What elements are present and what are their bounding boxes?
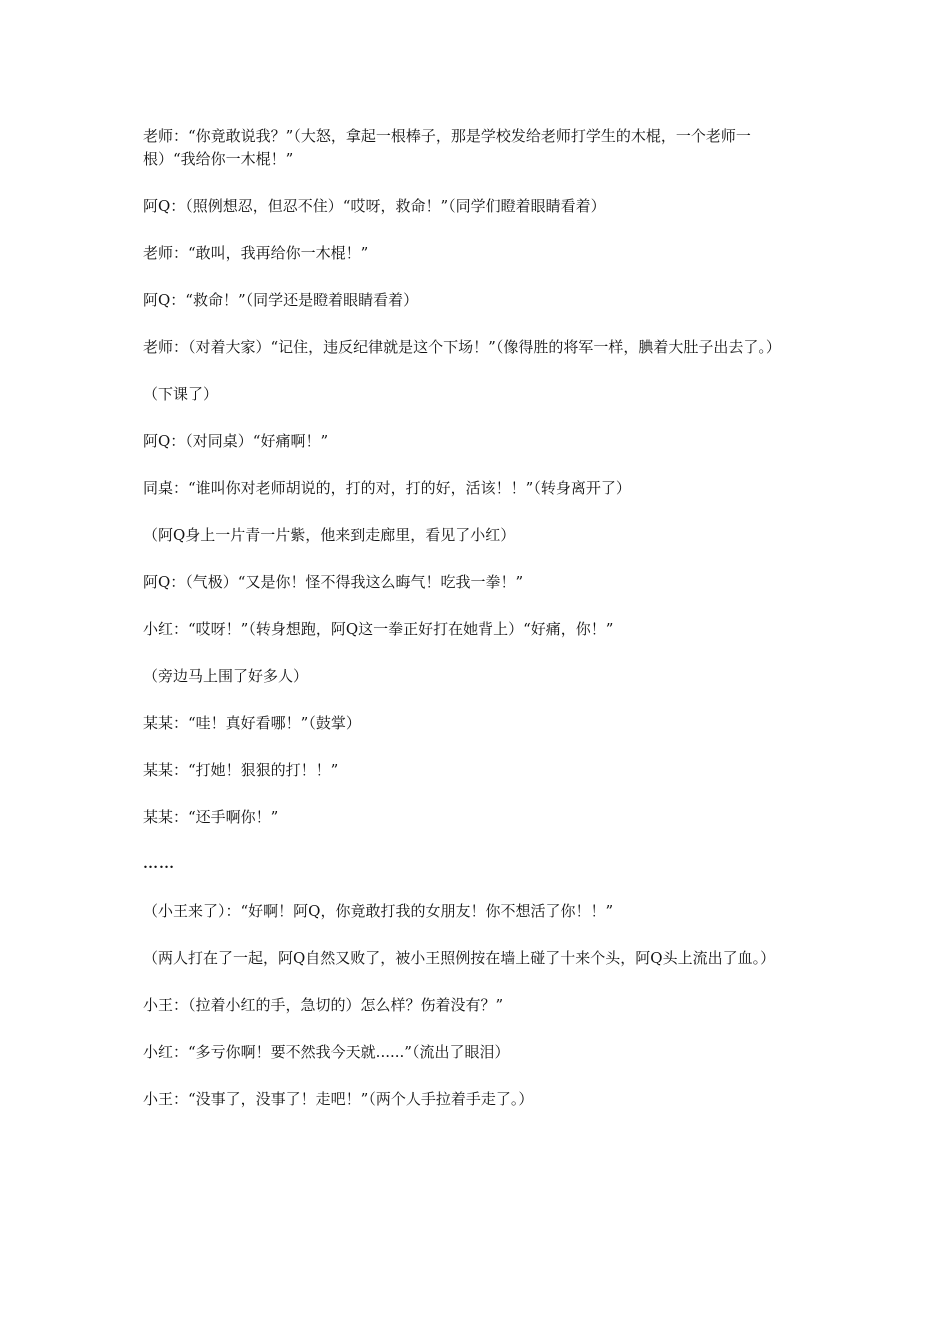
document-page	[143, 125, 803, 1135]
dialogue-line-teacher-2: 老师：“敢叫，我再给你一木棍！”	[143, 244, 369, 262]
dialogue-line-bystander-3: 某某：“还手啊你！”	[143, 808, 279, 826]
dialogue-line-deskmate: 同桌：“谁叫你对老师胡说的，打的对，打的好，活该！！”（转身离开了）	[143, 479, 631, 497]
dialogue-line-xiaohong-1: 小红：“哎呀！”（转身想跑，阿Q这一拳正好打在她背上）“好痛，你！”	[143, 620, 614, 638]
dialogue-line-aq-2: 阿Q：“救命！”（同学还是瞪着眼睛看着）	[143, 291, 419, 309]
dialogue-line-aq-1: 阿Q：（照例想忍，但忍不住）“哎呀，救命！”（同学们瞪着眼睛看着）	[143, 197, 606, 215]
dialogue-line-xiaowang-3: 小王：“没事了，没事了！走吧！”（两个人手拉着手走了。）	[143, 1090, 534, 1108]
stage-direction-corridor: （阿Q身上一片青一片紫，他来到走廊里，看见了小红）	[143, 526, 516, 544]
stage-direction-fight: （两人打在了一起，阿Q自然又败了，被小王照例按在墙上碰了十来个头，阿Q头上流出了血。）	[143, 949, 776, 967]
dialogue-line-teacher-3: 老师：（对着大家）“记住，违反纪律就是这个下场！”（像得胜的将军一样，腆着大肚子出去了。）	[143, 338, 781, 356]
dialogue-line-aq-3: 阿Q：（对同桌）“好痛啊！”	[143, 432, 329, 450]
stage-direction-crowd: （旁边马上围了好多人）	[143, 667, 309, 685]
dialogue-line-xiaowang-1: （小王来了）：“好啊！阿Q，你竟敢打我的女朋友！你不想活了你！！”	[143, 902, 614, 920]
dialogue-line-bystander-1: 某某：“哇！真好看哪！”（鼓掌）	[143, 714, 361, 732]
stage-direction-class-over: （下课了）	[143, 385, 219, 403]
dialogue-line-xiaowang-2: 小王：（拉着小红的手，急切的）怎么样？伤着没有？”	[143, 996, 504, 1014]
dialogue-line-bystander-2: 某某：“打她！狠狠的打！！”	[143, 761, 339, 779]
dialogue-line-aq-4: 阿Q：（气极）“又是你！怪不得我这么晦气！吃我一拳！”	[143, 573, 524, 591]
dialogue-line-teacher-1: 老师：“你竟敢说我？”（大怒，拿起一根棒子，那是学校发给老师打学生的木棍，一个老师一根）“我给你一木棍！”	[143, 127, 751, 168]
dialogue-line-xiaohong-2: 小红：“多亏你啊！要不然我今天就......”（流出了眼泪）	[143, 1043, 510, 1061]
ellipsis-line: ……	[143, 856, 175, 872]
